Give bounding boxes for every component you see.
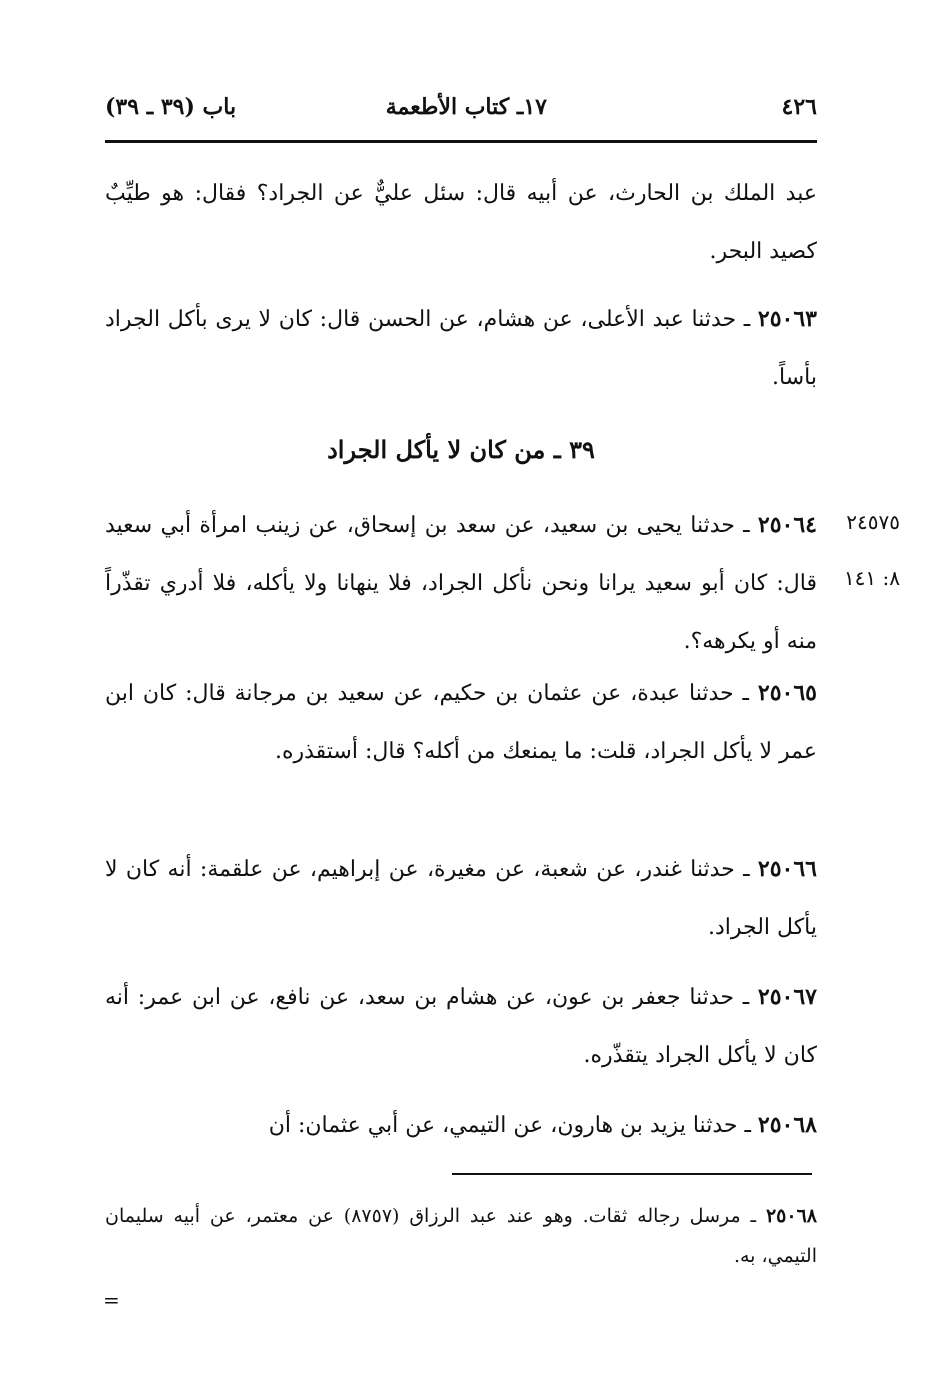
paragraph-continuation	[105, 165, 817, 281]
hadith-number: ٢٥٠٦٨	[757, 1112, 817, 1138]
hadith-25063	[105, 290, 817, 407]
section-range: باب (٣٩ ـ ٣٩)	[105, 94, 237, 120]
hadith-25067	[105, 968, 817, 1085]
hadith-text: ـ حدثنا جعفر بن عون، عن هشام بن سعد، عن نافع، عن ابن عمر: أنه كان لا يأكل الجراد يتقذّره.	[105, 985, 817, 1068]
margin-reference: ٢٤٥٧٥	[846, 510, 900, 534]
hadith-number: ٢٥٠٦٥	[757, 680, 817, 706]
continuation-mark: =	[103, 1288, 120, 1312]
hadith-text: ـ حدثنا يزيد بن هارون، عن التيمي، عن أبي عثمان: أن	[268, 1113, 758, 1138]
hadith-text: ـ حدثنا غندر، عن شعبة، عن مغيرة، عن إبراهيم، عن علقمة: أنه كان لا يأكل الجراد.	[105, 857, 817, 940]
footnote-divider	[452, 1173, 812, 1175]
footnote-text: ـ مرسل رجاله ثقات. وهو عند عبد الرزاق (٨٧٥٧) عن معتمر، عن أبيه سليمان التيمي، به.	[105, 1205, 817, 1267]
margin-reference: ٨: ١٤١	[843, 566, 900, 590]
page-header	[105, 88, 817, 128]
hadith-number: ٢٥٠٦٧	[757, 984, 817, 1010]
footnote	[105, 1196, 817, 1276]
hadith-25068	[105, 1096, 817, 1155]
paragraph-text: عبد الملك بن الحارث، عن أبيه قال: سئل عليٌّ عن الجراد؟ فقال: هو طيِّبٌ كصيد البحر.	[105, 181, 817, 264]
section-heading: ٣٩ ـ من كان لا يأكل الجراد	[327, 435, 595, 464]
hadith-number: ٢٥٠٦٣	[757, 306, 817, 332]
hadith-25065	[105, 664, 817, 781]
hadith-25066	[105, 840, 817, 957]
hadith-text: ـ حدثنا عبد الأعلى، عن هشام، عن الحسن قال: كان لا يرى بأكل الجراد بأساً.	[105, 307, 817, 390]
chapter-title: ١٧ـ كتاب الأطعمة	[385, 94, 547, 120]
header-divider	[105, 140, 817, 143]
footnote-number: ٢٥٠٦٨	[765, 1205, 817, 1227]
hadith-number: ٢٥٠٦٤	[757, 512, 817, 538]
hadith-text: ـ حدثنا يحيى بن سعيد، عن سعد بن إسحاق، عن زينب امرأة أبي سعيد قال: كان أبو سعيد يرانا ونحن نأكل الجراد، فلا ينهانا ولا يأكله، فلا أدري تقذّراً منه أو يكرهه؟.	[105, 513, 817, 654]
hadith-25064	[105, 496, 817, 671]
hadith-text: ـ حدثنا عبدة، عن عثمان بن حكيم، عن سعيد بن مرجانة قال: كان ابن عمر لا يأكل الجراد، قلت: ما يمنعك من أكله؟ قال: أستقذره.	[105, 681, 817, 764]
page-number: ٤٢٦	[781, 94, 817, 120]
hadith-number: ٢٥٠٦٦	[757, 856, 817, 882]
